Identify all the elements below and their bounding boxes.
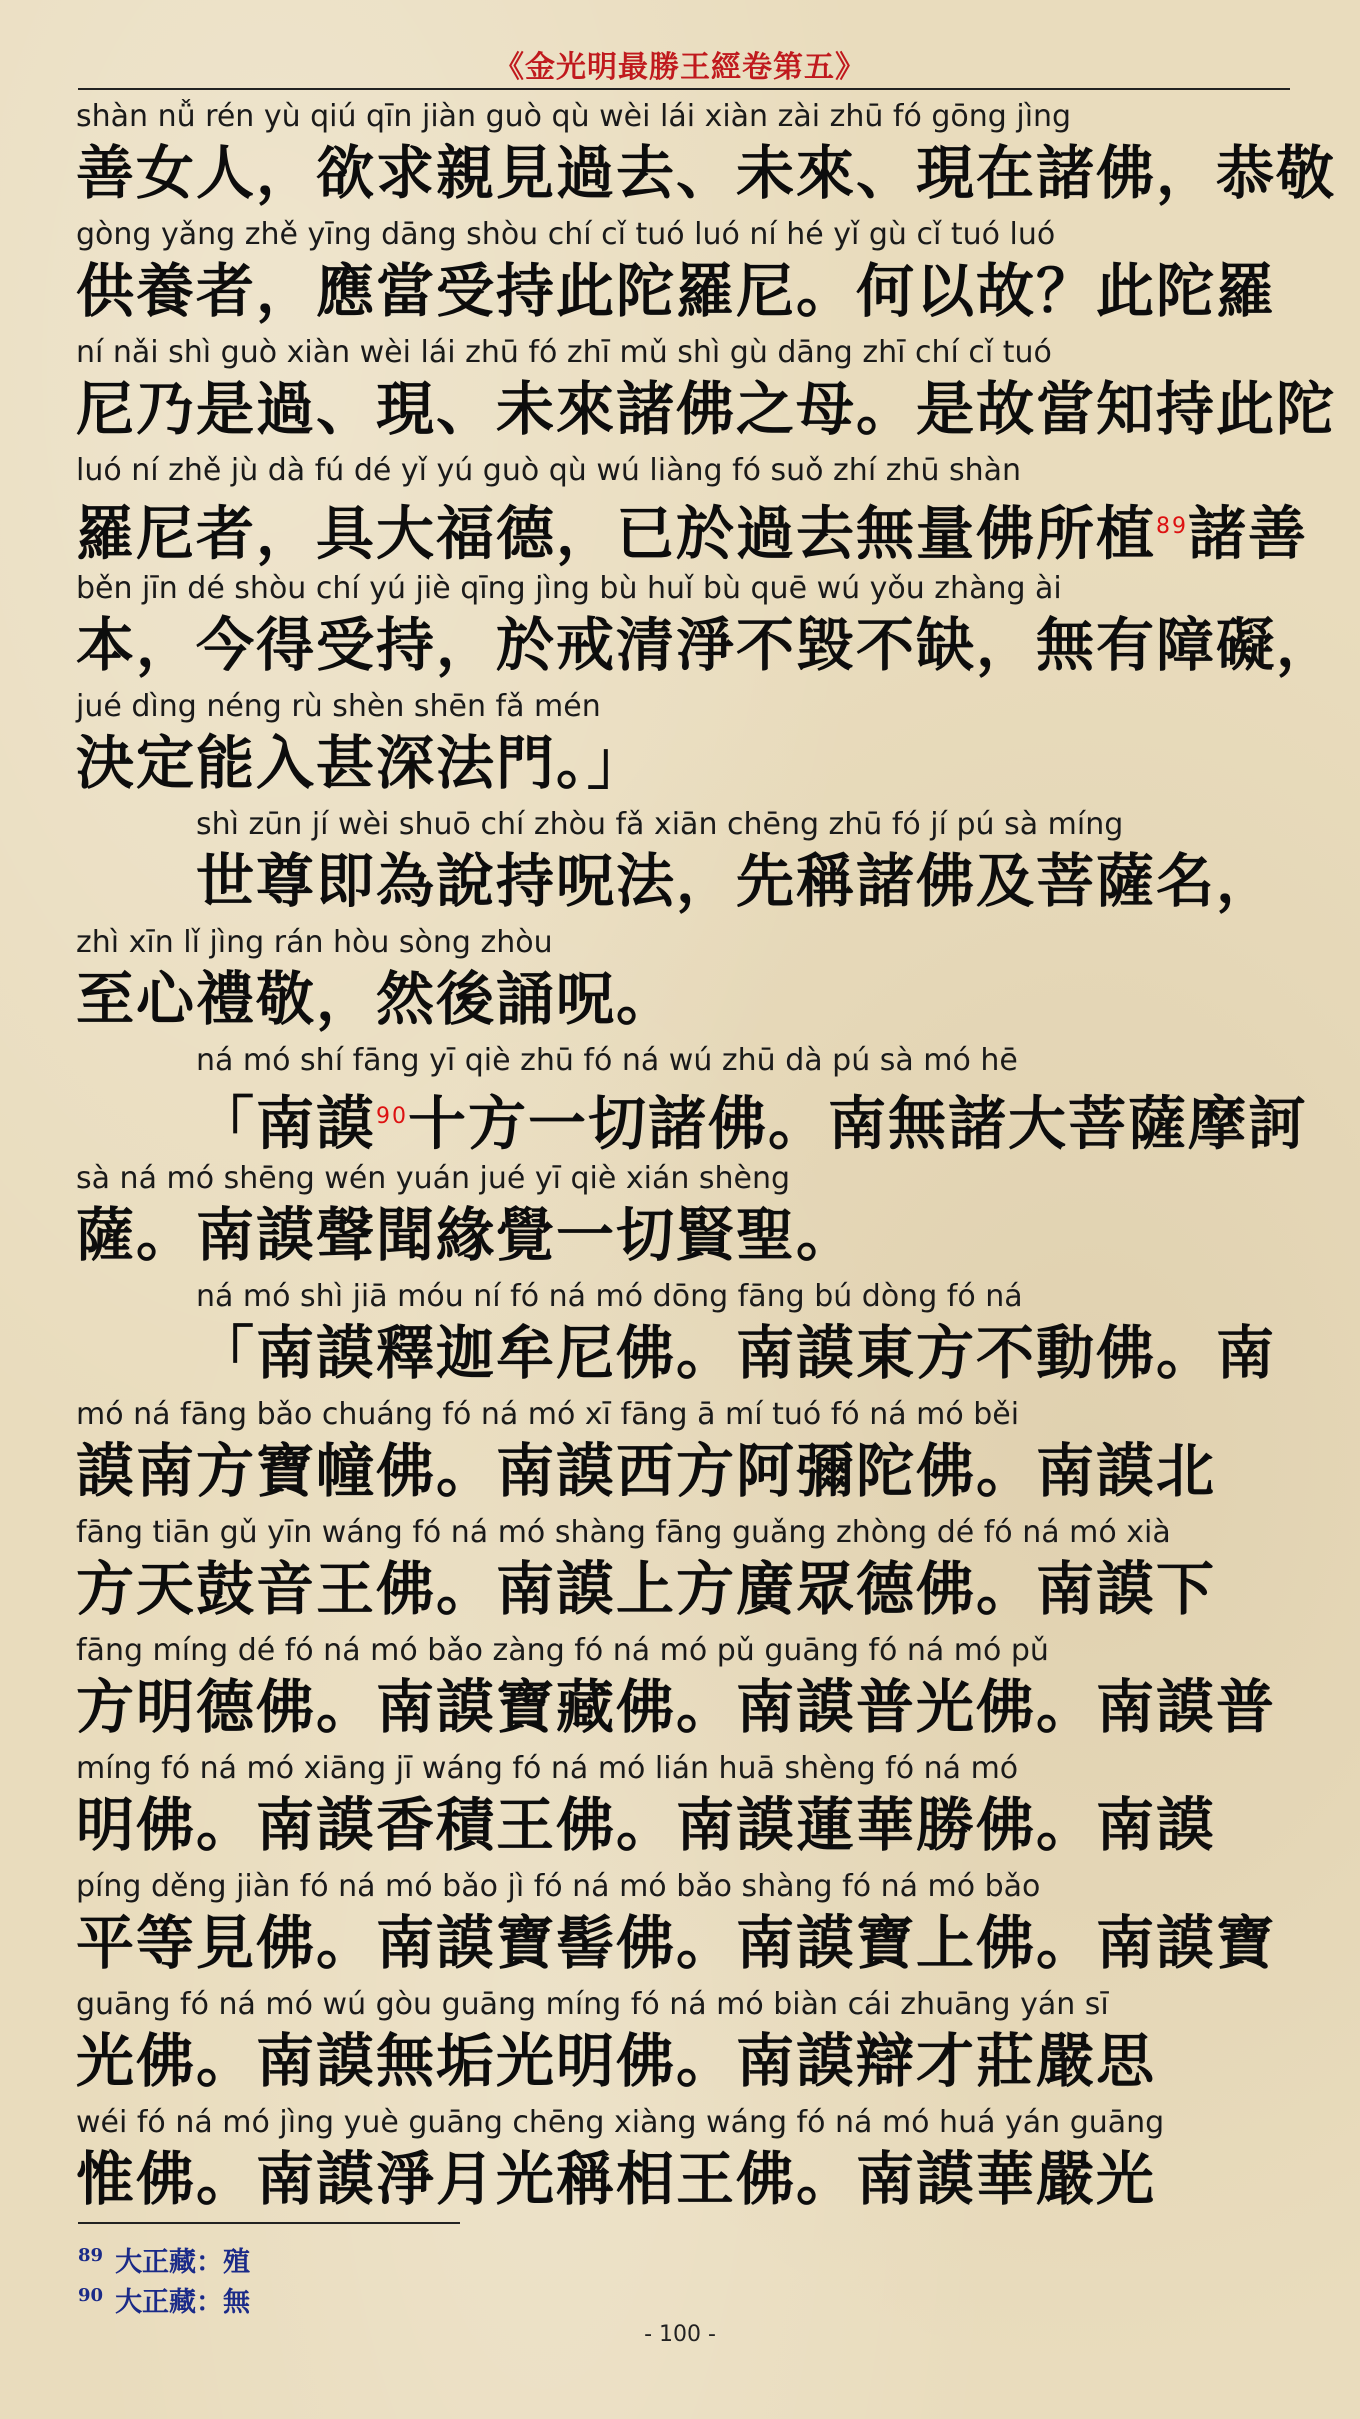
chinese-text-segment: 諸善 (1188, 499, 1309, 568)
text-line (76, 1394, 1296, 1512)
footnotes (78, 2236, 250, 2316)
pinyin-annotation: shì zūn jí wèi shuō chí zhòu fǎ xiān chēng zhū fó jí pú sà míng (196, 807, 1124, 842)
sutra-body (76, 96, 1337, 2220)
pinyin-annotation: míng fó ná mó xiāng jī wáng fó ná mó lián huā shèng fó ná mó (76, 1751, 1019, 1786)
text-line (76, 214, 1296, 332)
chinese-text: 薩。南謨聲聞緣覺一切賢聖。 (76, 1201, 857, 1269)
pinyin-annotation: luó ní zhě jù dà fú dé yǐ yú guò qù wú liàng fó suǒ zhí zhū shàn (76, 453, 1022, 488)
chinese-text (76, 492, 1309, 568)
footnote-text: 大正藏：無 (115, 2287, 251, 2318)
footnote-reference-90[interactable]: 90 (376, 1104, 409, 1129)
chinese-text: 供養者，應當受持此陀羅尼。何以故？此陀羅 (76, 257, 1277, 325)
text-line (76, 96, 1337, 214)
pinyin-annotation: běn jīn dé shòu chí yú jiè qīng jìng bù huǐ bù quē wú yǒu zhàng ài (76, 571, 1062, 606)
text-line (76, 686, 1296, 804)
text-line (76, 1276, 1296, 1394)
chinese-text-segment: 「南謨 (196, 1089, 377, 1158)
chinese-text: 本，今得受持，於戒清淨不毀不缺，無有障礙， (76, 611, 1337, 679)
text-line (76, 332, 1337, 450)
pinyin-annotation: mó ná fāng bǎo chuáng fó ná mó xī fāng ā mí tuó fó ná mó běi (76, 1397, 1020, 1432)
chinese-text: 光佛。南謨無垢光明佛。南謨辯才莊嚴思 (76, 2027, 1157, 2095)
text-line (76, 922, 1296, 1040)
chinese-text: 方天鼓音王佛。南謨上方廣眾德佛。南謨下 (76, 1555, 1217, 1623)
text-line (76, 1984, 1296, 2102)
header-divider (78, 88, 1290, 90)
chinese-text: 至心禮敬，然後誦呪。 (76, 965, 677, 1033)
footnote-text: 大正藏：殖 (115, 2247, 251, 2278)
footnote-reference-89[interactable]: 89 (1156, 514, 1189, 539)
footnote-number: 90 (78, 2285, 104, 2306)
chinese-text (196, 1082, 1309, 1158)
pinyin-annotation: fāng tiān gǔ yīn wáng fó ná mó shàng fāng guǎng zhòng dé fó ná mó xià (76, 1515, 1171, 1550)
footnote-item (78, 2276, 250, 2316)
pinyin-annotation: ná mó shí fāng yī qiè zhū fó ná wú zhū dà pú sà mó hē (196, 1043, 1018, 1078)
pinyin-annotation: ní nǎi shì guò xiàn wèi lái zhū fó zhī mǔ shì gù dāng zhī chí cǐ tuó (76, 335, 1052, 370)
pinyin-annotation: jué dìng néng rù shèn shēn fǎ mén (76, 689, 601, 724)
pinyin-annotation: fāng míng dé fó ná mó bǎo zàng fó ná mó pǔ guāng fó ná mó pǔ (76, 1633, 1049, 1668)
text-line (76, 568, 1337, 686)
pinyin-annotation: ná mó shì jiā móu ní fó ná mó dōng fāng bú dòng fó ná (196, 1279, 1023, 1314)
chinese-text: 惟佛。南謨淨月光稱相王佛。南謨華嚴光 (76, 2145, 1157, 2213)
pinyin-annotation: zhì xīn lǐ jìng rán hòu sòng zhòu (76, 925, 553, 960)
chinese-text: 平等見佛。南謨寶髻佛。南謨寶上佛。南謨寶 (76, 1909, 1277, 1977)
text-line (76, 1630, 1296, 1748)
pinyin-annotation: wéi fó ná mó jìng yuè guāng chēng xiàng wáng fó ná mó huá yán guāng (76, 2105, 1165, 2140)
footnote-divider (78, 2222, 460, 2224)
footnote-item (78, 2236, 250, 2276)
text-line (76, 2102, 1296, 2220)
chinese-text: 謨南方寶幢佛。南謨西方阿彌陀佛。南謨北 (76, 1437, 1217, 1505)
chinese-text: 決定能入甚深法門。」 (76, 729, 648, 797)
chinese-text: 方明德佛。南謨寶藏佛。南謨普光佛。南謨普 (76, 1673, 1277, 1741)
text-line (76, 1866, 1296, 1984)
chinese-text: 明佛。南謨香積王佛。南謨蓮華勝佛。南謨 (76, 1791, 1217, 1859)
text-line (76, 804, 1296, 922)
chinese-text: 尼乃是過、現、未來諸佛之母。是故當知持此陀 (76, 375, 1337, 443)
pinyin-annotation: píng děng jiàn fó ná mó bǎo jì fó ná mó bǎo shàng fó ná mó bǎo (76, 1869, 1041, 1904)
text-line (76, 1158, 1296, 1276)
text-line (76, 1748, 1296, 1866)
footnote-number: 89 (78, 2245, 104, 2266)
chinese-text: 「南謨釋迦牟尼佛。南謨東方不動佛。南 (196, 1319, 1277, 1387)
page-header-title: 《金光明最勝王經卷第五》 (494, 50, 866, 85)
text-line (76, 1512, 1296, 1630)
text-line (76, 450, 1309, 568)
pinyin-annotation: gòng yǎng zhě yīng dāng shòu chí cǐ tuó luó ní hé yǐ gù cǐ tuó luó (76, 217, 1056, 252)
pinyin-annotation: sà ná mó shēng wén yuán jué yī qiè xián shèng (76, 1161, 791, 1196)
pinyin-annotation: shàn nǚ rén yù qiú qīn jiàn guò qù wèi lái xiàn zài zhū fó gōng jìng (76, 99, 1072, 134)
text-line (76, 1040, 1309, 1158)
chinese-text: 善女人，欲求親見過去、未來、現在諸佛，恭敬 (76, 139, 1337, 207)
chinese-text: 世尊即為說持呪法，先稱諸佛及菩薩名， (196, 847, 1277, 915)
chinese-text-segment: 羅尼者，具大福德，已於過去無量佛所植 (76, 499, 1157, 568)
page-number: - 100 - (644, 2322, 716, 2347)
pinyin-annotation: guāng fó ná mó wú gòu guāng míng fó ná mó biàn cái zhuāng yán sī (76, 1987, 1109, 2022)
chinese-text-segment: 十方一切諸佛。南無諸大菩薩摩訶 (408, 1089, 1309, 1158)
